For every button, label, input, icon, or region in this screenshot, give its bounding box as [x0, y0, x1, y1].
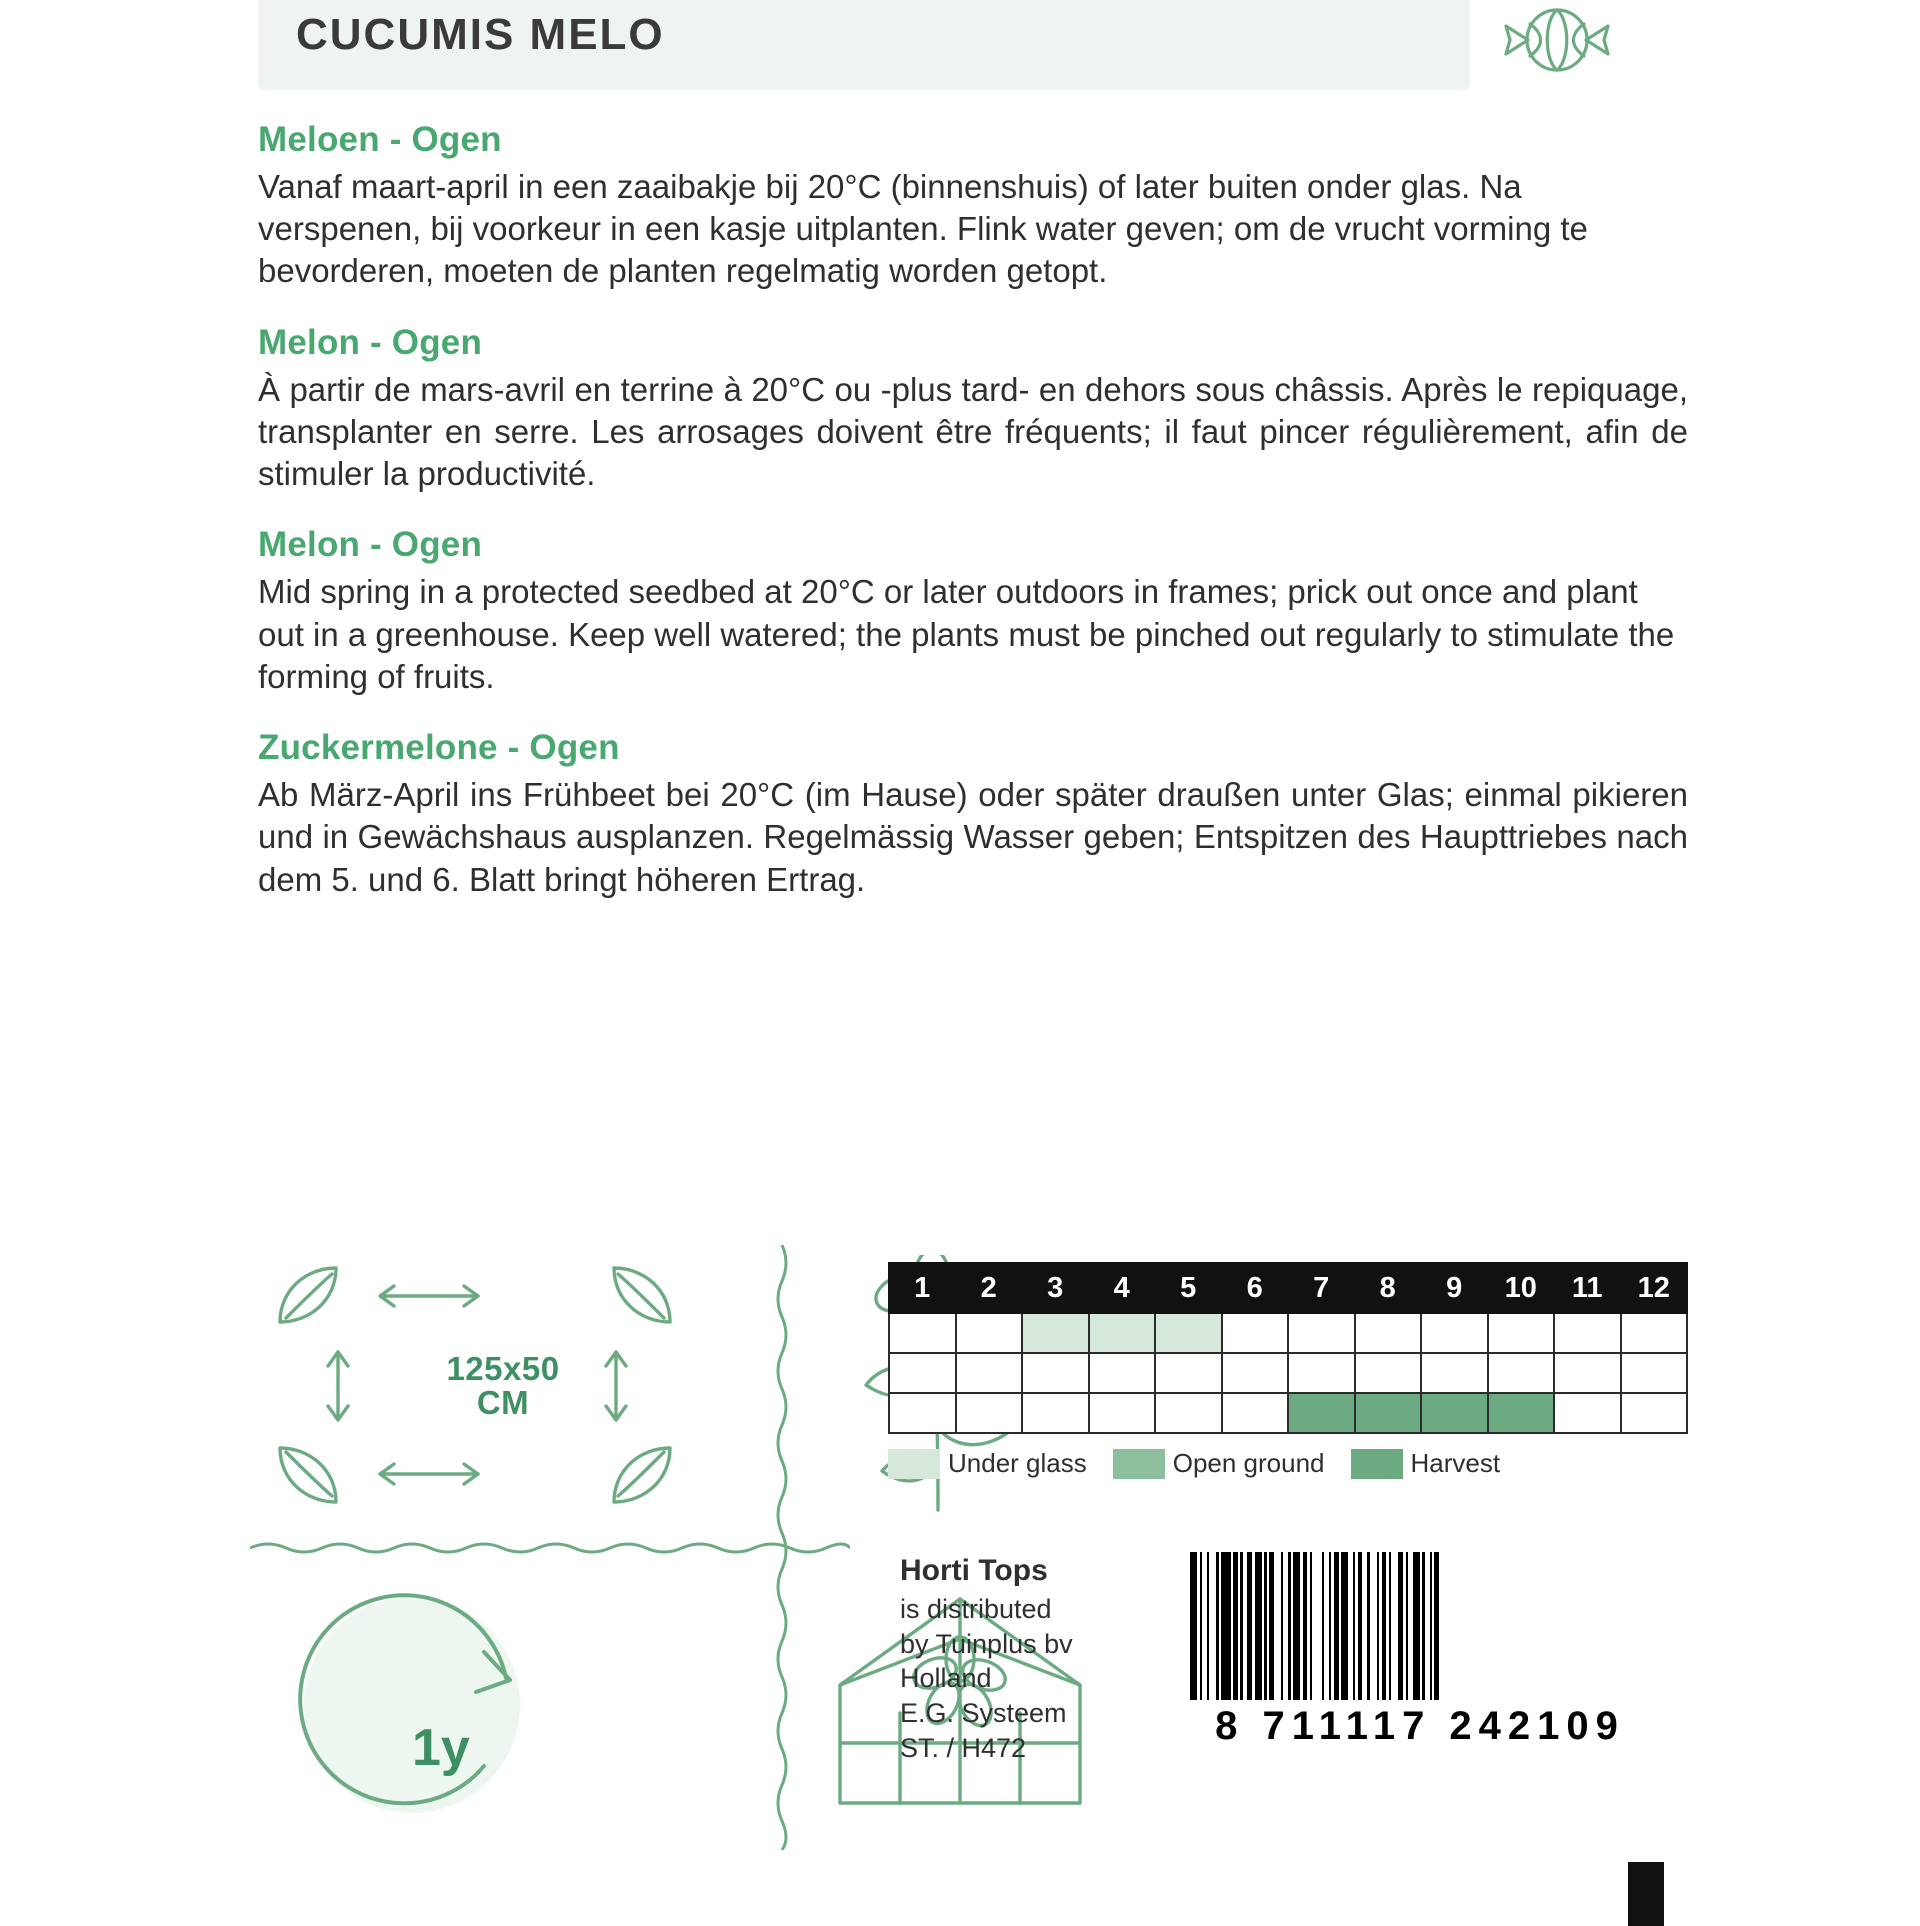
calendar-cell — [1222, 1393, 1289, 1433]
calendar-row — [889, 1393, 1687, 1433]
barcode-bar — [1190, 1552, 1197, 1700]
calendar-month-7: 7 — [1288, 1263, 1355, 1313]
divider-horizontal — [250, 1537, 850, 1559]
distributor-line-4: E.G. Systeem — [900, 1698, 1067, 1729]
sowing-calendar — [888, 1262, 1688, 1479]
section-nl — [258, 120, 1688, 293]
calendar-cell — [1022, 1313, 1089, 1353]
calendar-month-9: 9 — [1421, 1263, 1488, 1313]
calendar-cell — [1288, 1393, 1355, 1433]
calendar-cell — [1421, 1393, 1488, 1433]
lifecycle-label: 1y — [412, 1719, 470, 1777]
barcode-bar — [1312, 1552, 1322, 1700]
calendar-month-8: 8 — [1355, 1263, 1422, 1313]
calendar-month-5: 5 — [1155, 1263, 1222, 1313]
calendar-cell — [1488, 1353, 1555, 1393]
calendar-cell — [1155, 1353, 1222, 1393]
calendar-cell — [1288, 1353, 1355, 1393]
calendar-header-row — [889, 1263, 1687, 1313]
calendar-cell — [956, 1313, 1023, 1353]
calendar-cell — [1621, 1313, 1688, 1353]
brand-name: Horti Tops — [900, 1554, 1048, 1587]
calendar-row — [889, 1313, 1687, 1353]
legend-label-under-glass: Under glass — [948, 1448, 1087, 1478]
calendar-month-1: 1 — [889, 1263, 956, 1313]
legend-swatch-open-ground — [1113, 1449, 1165, 1479]
spacing-unit: CM — [476, 1384, 530, 1422]
legend-swatch-harvest — [1351, 1449, 1403, 1479]
calendar-cell — [889, 1353, 956, 1393]
section-fr-body: À partir de mars-avril en terrine à 20°C ou -plus tard- en dehors sous châssis. Après le repiquage, transplanter en serre. Les arrosages doivent être fréquents; il faut pincer régulièrement, afin de stimuler la productivité. — [258, 370, 1688, 493]
page-title: CUCUMIS MELO — [296, 10, 665, 59]
calendar-cell — [1089, 1393, 1156, 1433]
calendar-month-6: 6 — [1222, 1263, 1289, 1313]
calendar-cell — [1022, 1393, 1089, 1433]
spacing-label — [268, 1352, 738, 1421]
calendar-cell — [956, 1393, 1023, 1433]
section-fr — [258, 323, 1688, 496]
calendar-month-10: 10 — [1488, 1263, 1555, 1313]
calendar-month-3: 3 — [1022, 1263, 1089, 1313]
calendar-cell — [1155, 1313, 1222, 1353]
calendar-row — [889, 1353, 1687, 1393]
calendar-cell — [1089, 1353, 1156, 1393]
calendar-table — [888, 1262, 1688, 1434]
distributor-line-2: by Tuinplus bv — [900, 1628, 1073, 1659]
barcode — [1190, 1552, 1650, 1749]
section-fr-heading: Melon - Ogen — [258, 322, 483, 362]
section-nl-heading: Meloen - Ogen — [258, 120, 502, 159]
calendar-cell — [1554, 1353, 1621, 1393]
section-de-body: Ab März-April ins Frühbeet bei 20°C (im Hause) oder später draußen unter Glas; einmal pikieren und in Gewächshaus ausplanzen. Regelmässig Wasser geben; Entspitzen des Haupttriebes nach dem 5. und 6. Blatt bringt höheren Ertrag. — [258, 776, 1688, 898]
calendar-cell — [1288, 1313, 1355, 1353]
calendar-cell — [1554, 1313, 1621, 1353]
barcode-bar — [1255, 1552, 1262, 1700]
section-en-body: Mid spring in a protected seedbed at 20°C or later outdoors in frames; prick out once and plant out in a greenhouse. Keep well watered; the plants must be pinched out regularly to stimulate the forming of fruits. — [258, 573, 1675, 695]
calendar-cell — [1089, 1313, 1156, 1353]
barcode-digits: 8 711117 242109 — [1215, 1704, 1625, 1748]
barcode-bars — [1190, 1552, 1650, 1700]
spacing-pictogram — [268, 1260, 738, 1510]
section-en-heading: Melon - Ogen — [258, 525, 483, 565]
section-nl-body: Vanaf maart-april in een zaaibakje bij 20°C (binnenshuis) of later buiten onder glas. Na verspenen, bij voorkeur in een kasje uitplanten. Flink water geven; om de vrucht vorming te bevorderen, moeten de planten regelmatig worden getopt. — [258, 168, 1588, 290]
instructions — [258, 120, 1688, 931]
calendar-cell — [1421, 1353, 1488, 1393]
print-corner-mark — [1628, 1862, 1664, 1926]
calendar-cell — [1554, 1393, 1621, 1433]
calendar-cell — [1355, 1313, 1422, 1353]
calendar-cell — [1421, 1313, 1488, 1353]
calendar-cell — [889, 1313, 956, 1353]
barcode-bar — [1221, 1552, 1231, 1700]
barcode-bar — [1341, 1552, 1348, 1700]
barcode-bar — [1293, 1552, 1300, 1700]
calendar-cell — [1355, 1353, 1422, 1393]
calendar-month-4: 4 — [1089, 1263, 1156, 1313]
calendar-legend — [888, 1448, 1688, 1479]
section-de — [258, 728, 1688, 901]
spacing-value: 125x50 — [446, 1350, 560, 1387]
calendar-cell — [1355, 1393, 1422, 1433]
section-de-heading: Zuckermelone - Ogen — [258, 728, 620, 768]
distributor-line-1: is distributed — [900, 1594, 1052, 1625]
section-en — [258, 525, 1688, 698]
calendar-month-2: 2 — [956, 1263, 1023, 1313]
distributor-line-5: ST. / H472 — [900, 1732, 1027, 1763]
legend-label-harvest: Harvest — [1410, 1448, 1501, 1478]
calendar-cell — [1621, 1393, 1688, 1433]
calendar-month-11: 11 — [1554, 1263, 1621, 1313]
calendar-cell — [1488, 1393, 1555, 1433]
calendar-month-12: 12 — [1621, 1263, 1688, 1313]
barcode-bar — [1370, 1552, 1377, 1700]
legend-label-open-ground: Open ground — [1172, 1448, 1325, 1478]
calendar-cell — [889, 1393, 956, 1433]
distributor-info — [900, 1552, 1160, 1765]
barcode-bar — [1274, 1552, 1281, 1700]
barcode-bar — [1391, 1552, 1398, 1700]
candy-melon-icon — [1492, 0, 1622, 94]
calendar-cell — [1022, 1353, 1089, 1393]
barcode-bar — [1209, 1552, 1216, 1700]
calendar-cell — [1621, 1353, 1688, 1393]
calendar-cell — [1222, 1313, 1289, 1353]
calendar-cell — [1155, 1393, 1222, 1433]
barcode-bar — [1439, 1552, 1446, 1700]
calendar-cell — [956, 1353, 1023, 1393]
calendar-cell — [1222, 1353, 1289, 1393]
pictogram-grid — [250, 1245, 870, 1855]
calendar-cell — [1488, 1313, 1555, 1353]
annual-cycle-icon — [270, 1570, 670, 1840]
distributor-line-3: Holland — [900, 1663, 992, 1694]
legend-swatch-under-glass — [888, 1449, 940, 1479]
barcode-bar — [1413, 1552, 1420, 1700]
